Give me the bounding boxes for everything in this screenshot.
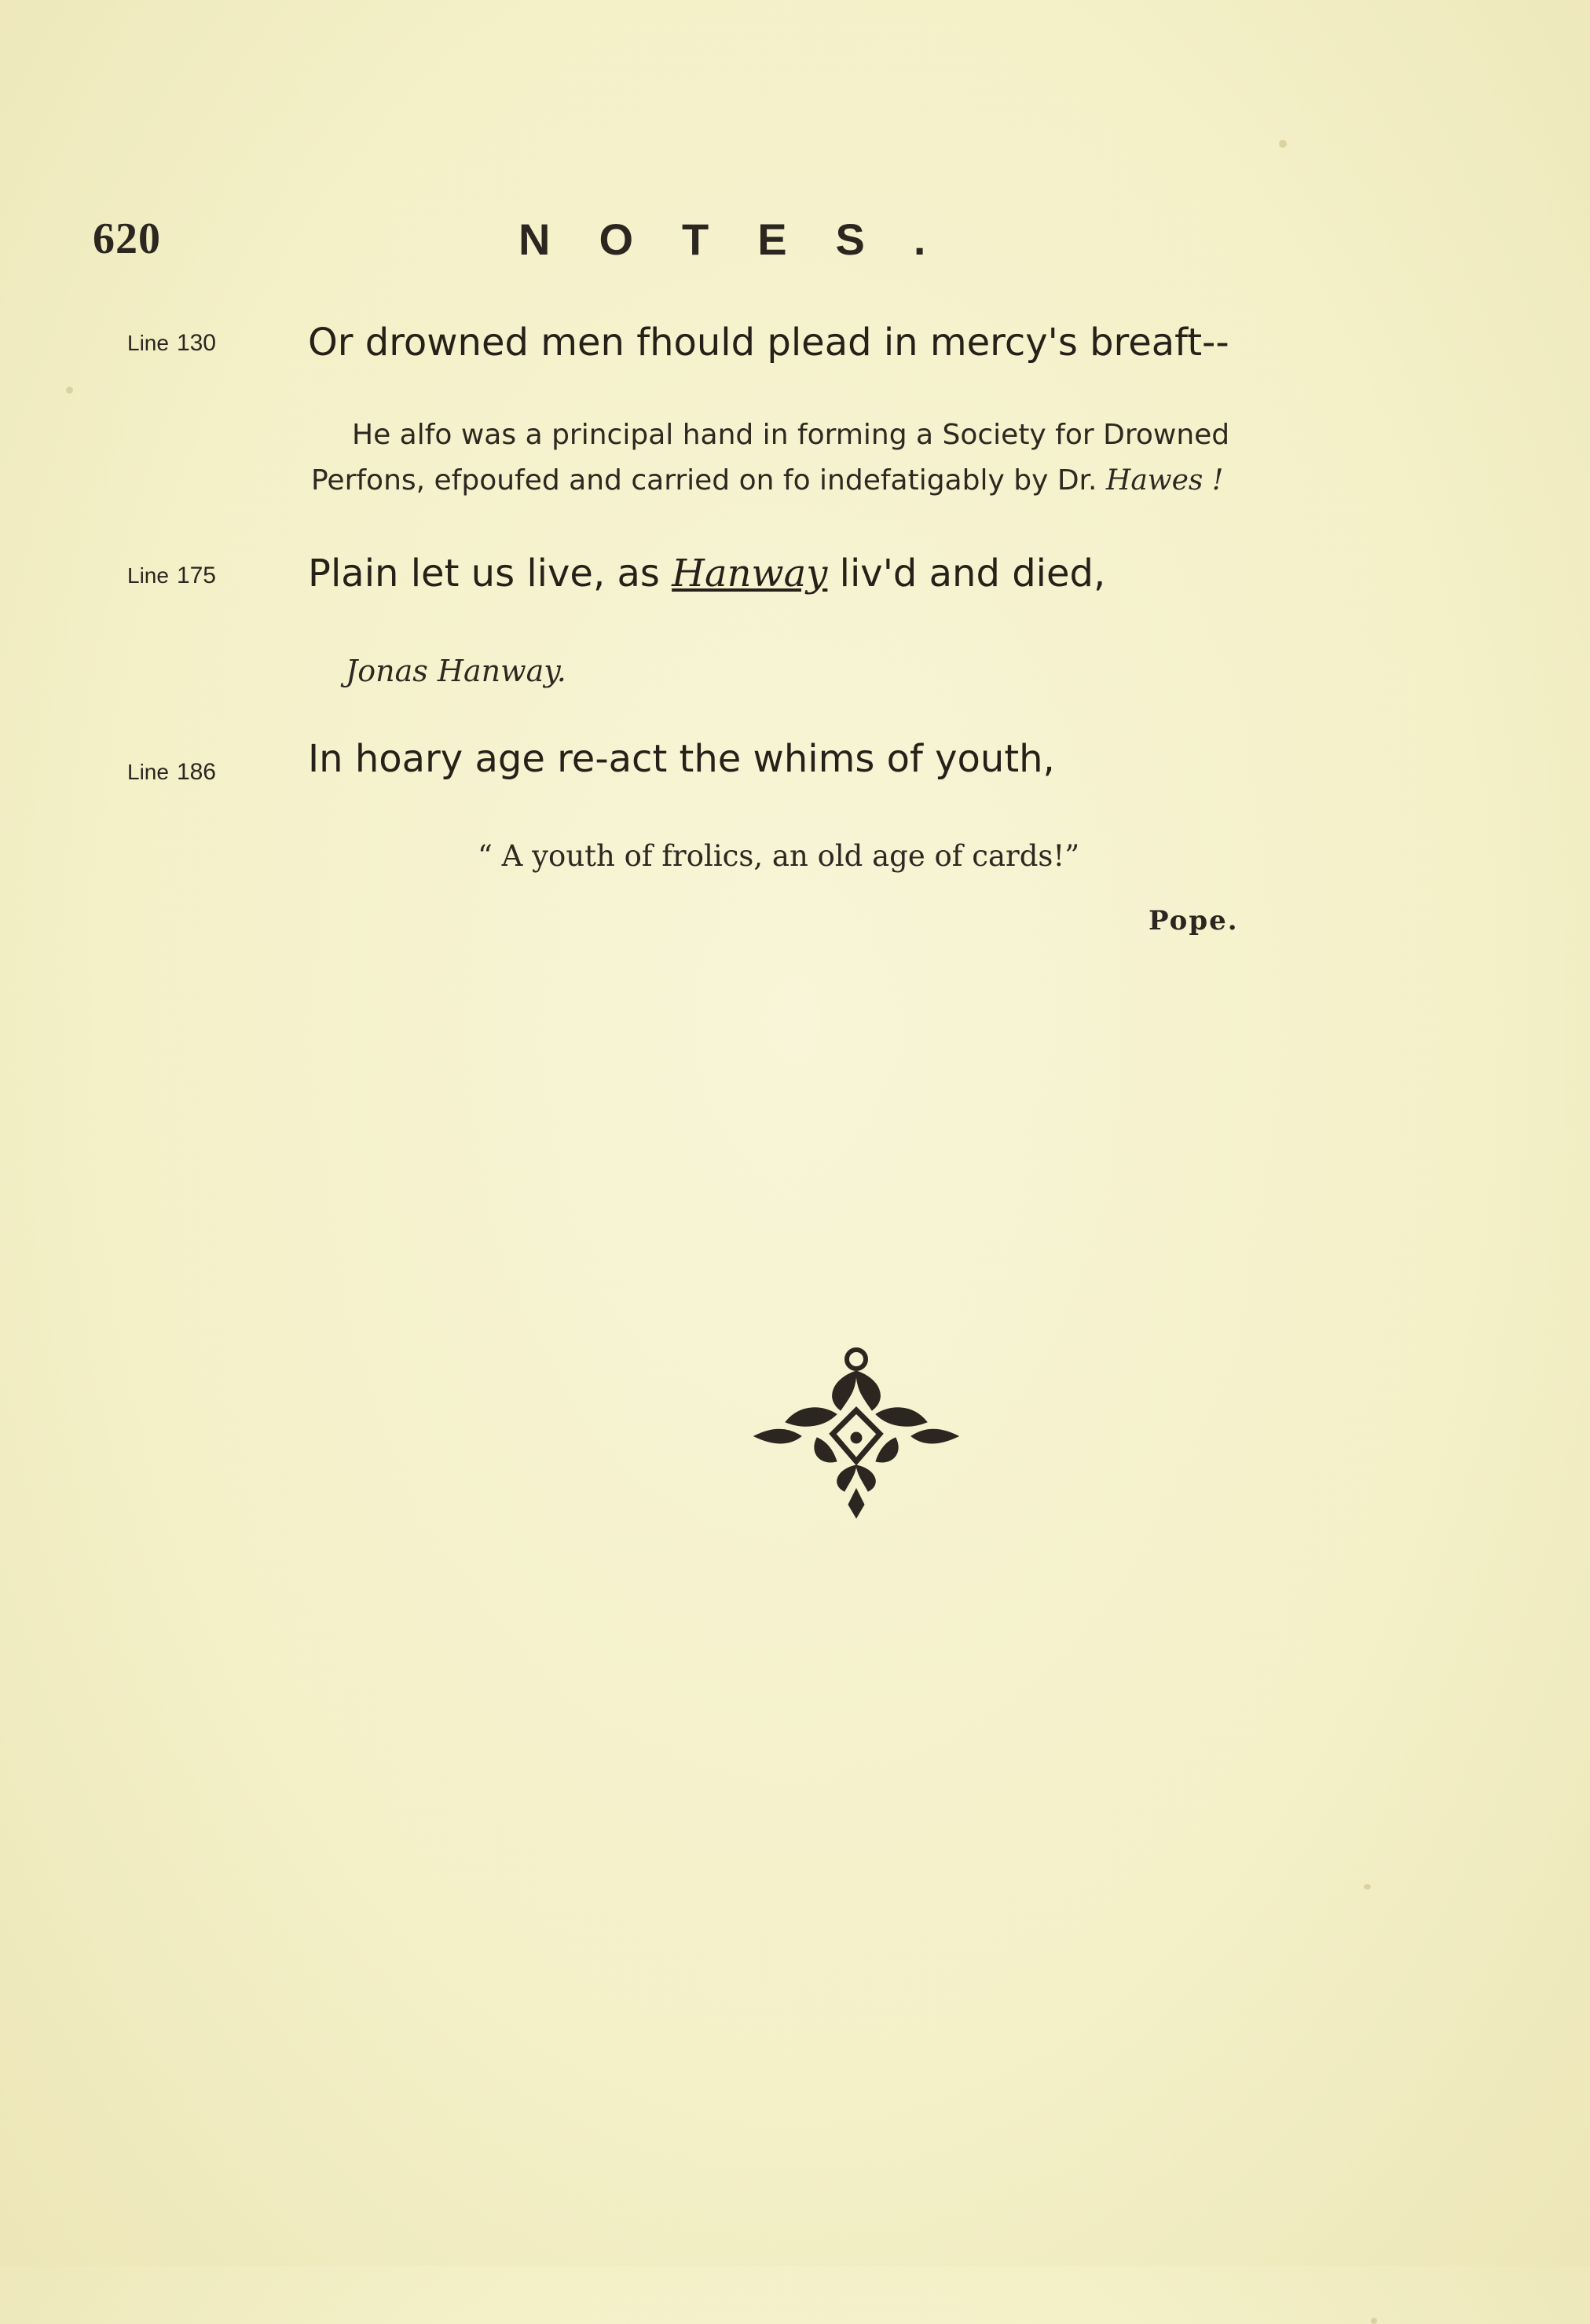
line-label: Line	[127, 563, 169, 588]
line-reference	[127, 330, 216, 357]
note-italic-name: Jonas Hanway.	[346, 654, 566, 688]
quotation: “ A youth of frolics, an old age of cards!”	[478, 839, 1080, 873]
note-text-line: He alfo was a principal hand in forming a Society for Drowned	[352, 419, 1230, 451]
line-label: Line	[127, 760, 169, 784]
note-text: Perfons, efpoufed and carried on fo indefatigably by Dr.	[311, 464, 1106, 497]
floral-tailpiece-icon	[738, 1336, 974, 1524]
line-reference	[127, 759, 216, 786]
line-number: 186	[176, 759, 216, 785]
quote-attribution: Pope.	[1149, 905, 1239, 937]
note-italic-name: Hawes !	[1105, 464, 1224, 497]
paper-speck	[1364, 1884, 1371, 1890]
line-number: 130	[176, 330, 216, 356]
note-text-line	[311, 459, 1223, 503]
verse-italic-name: Hanway	[672, 552, 828, 596]
verse-line: Or drowned men fhould plead in mercy's breaft--	[308, 321, 1229, 365]
verse-text: liv'd and died,	[827, 552, 1106, 596]
running-head: NOTES.	[518, 214, 975, 264]
paper-speck	[66, 387, 73, 394]
line-number: 175	[176, 563, 216, 588]
paper-speck	[1279, 140, 1287, 148]
paper-speck	[1371, 2318, 1377, 2324]
verse-text: Plain let us live, as	[308, 552, 672, 596]
line-label: Line	[127, 331, 169, 355]
page-number: 620	[93, 214, 161, 263]
verse-line: In hoary age re-act the whims of youth,	[308, 737, 1055, 781]
line-reference	[127, 563, 216, 589]
verse-line	[308, 552, 1105, 596]
